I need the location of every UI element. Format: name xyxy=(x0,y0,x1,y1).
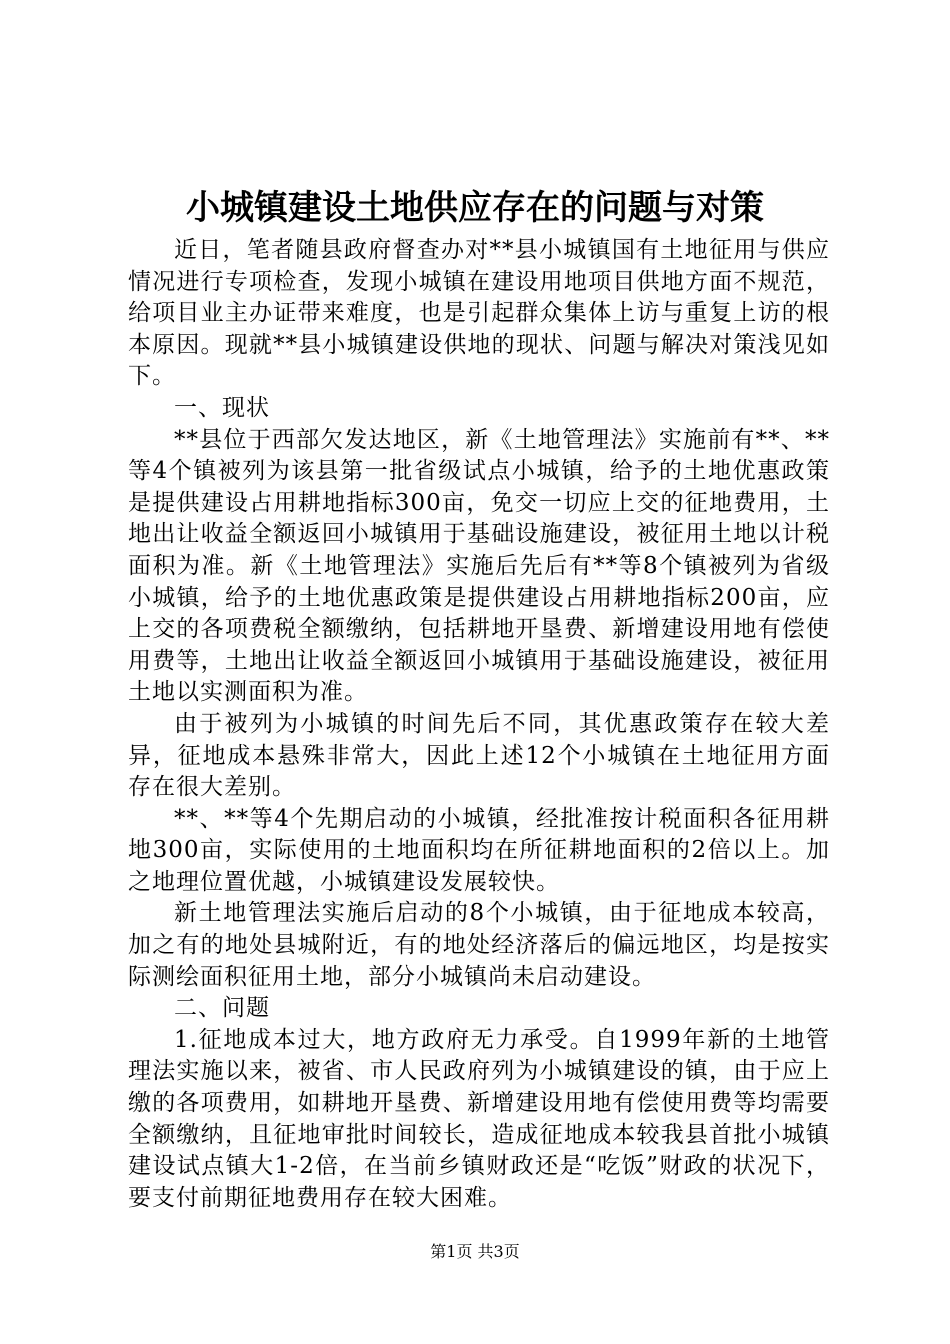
page-number-footer: 第1页 共3页 xyxy=(430,1242,520,1261)
paragraph-status-1: **县位于西部欠发达地区，新《土地管理法》实施前有**、**等4个镇被列为该县第一批省级试点小城镇，给予的土地优惠政策是提供建设占用耕地指标300亩，免交一切应上交的征地费用，土地出让收益全额返回小城镇用于基础设施建设，被征用土地以计税面积为准。新《土地管理法》实施后先后有**等8个镇被列为省级小城镇，给予的土地优惠政策是提供建设占用耕地指标200亩，应上交的各项费税全额缴纳，包括耕地开垦费、新增建设用地有偿使用费等，土地出让收益全额返回小城镇用于基础设施建设，被征用土地以实测面积为准。 xyxy=(128,426,830,706)
paragraph-problem-1: 1.征地成本过大，地方政府无力承受。自1999年新的土地管理法实施以来，被省、市人民政府列为小城镇建设的镇，由于应上缴的各项费用，如耕地开垦费、新增建设用地有偿使用费等均需要全额缴纳，且征地审批时间较长，造成征地成本较我县首批小城镇建设试点镇大1-2倍，在当前乡镇财政还是“吃饭”财政的状况下，要支付前期征地费用存在较大困难。 xyxy=(128,1026,830,1211)
paragraph-status-3: **、**等4个先期启动的小城镇，经批准按计税面积各征用耕地300亩，实际使用的土地面积均在所征耕地面积的2倍以上。加之地理位置优越，小城镇建设发展较快。 xyxy=(128,805,830,895)
document-title: 小城镇建设土地供应存在的问题与对策 xyxy=(186,188,764,228)
document-body xyxy=(128,235,830,1214)
section-heading-problems: 二、问题 xyxy=(174,995,270,1022)
paragraph-status-2: 由于被列为小城镇的时间先后不同，其优惠政策存在较大差异，征地成本悬殊非常大，因此上述12个小城镇在土地征用方面存在很大差别。 xyxy=(128,710,830,801)
section-heading-status: 一、现状 xyxy=(174,394,270,421)
paragraph-status-4: 新土地管理法实施后启动的8个小城镇，由于征地成本较高，加之有的地处县城附近，有的地处经济落后的偏远地区，均是按实际测绘面积征用土地，部分小城镇尚未启动建设。 xyxy=(128,900,830,990)
paragraph-intro: 近日，笔者随县政府督查办对**县小城镇国有土地征用与供应情况进行专项检查，发现小城镇在建设用地项目供地方面不规范，给项目业主办证带来难度，也是引起群众集体上访与重复上访的根本原因。现就**县小城镇建设供地的现状、问题与解决对策浅见如下。 xyxy=(128,237,830,390)
